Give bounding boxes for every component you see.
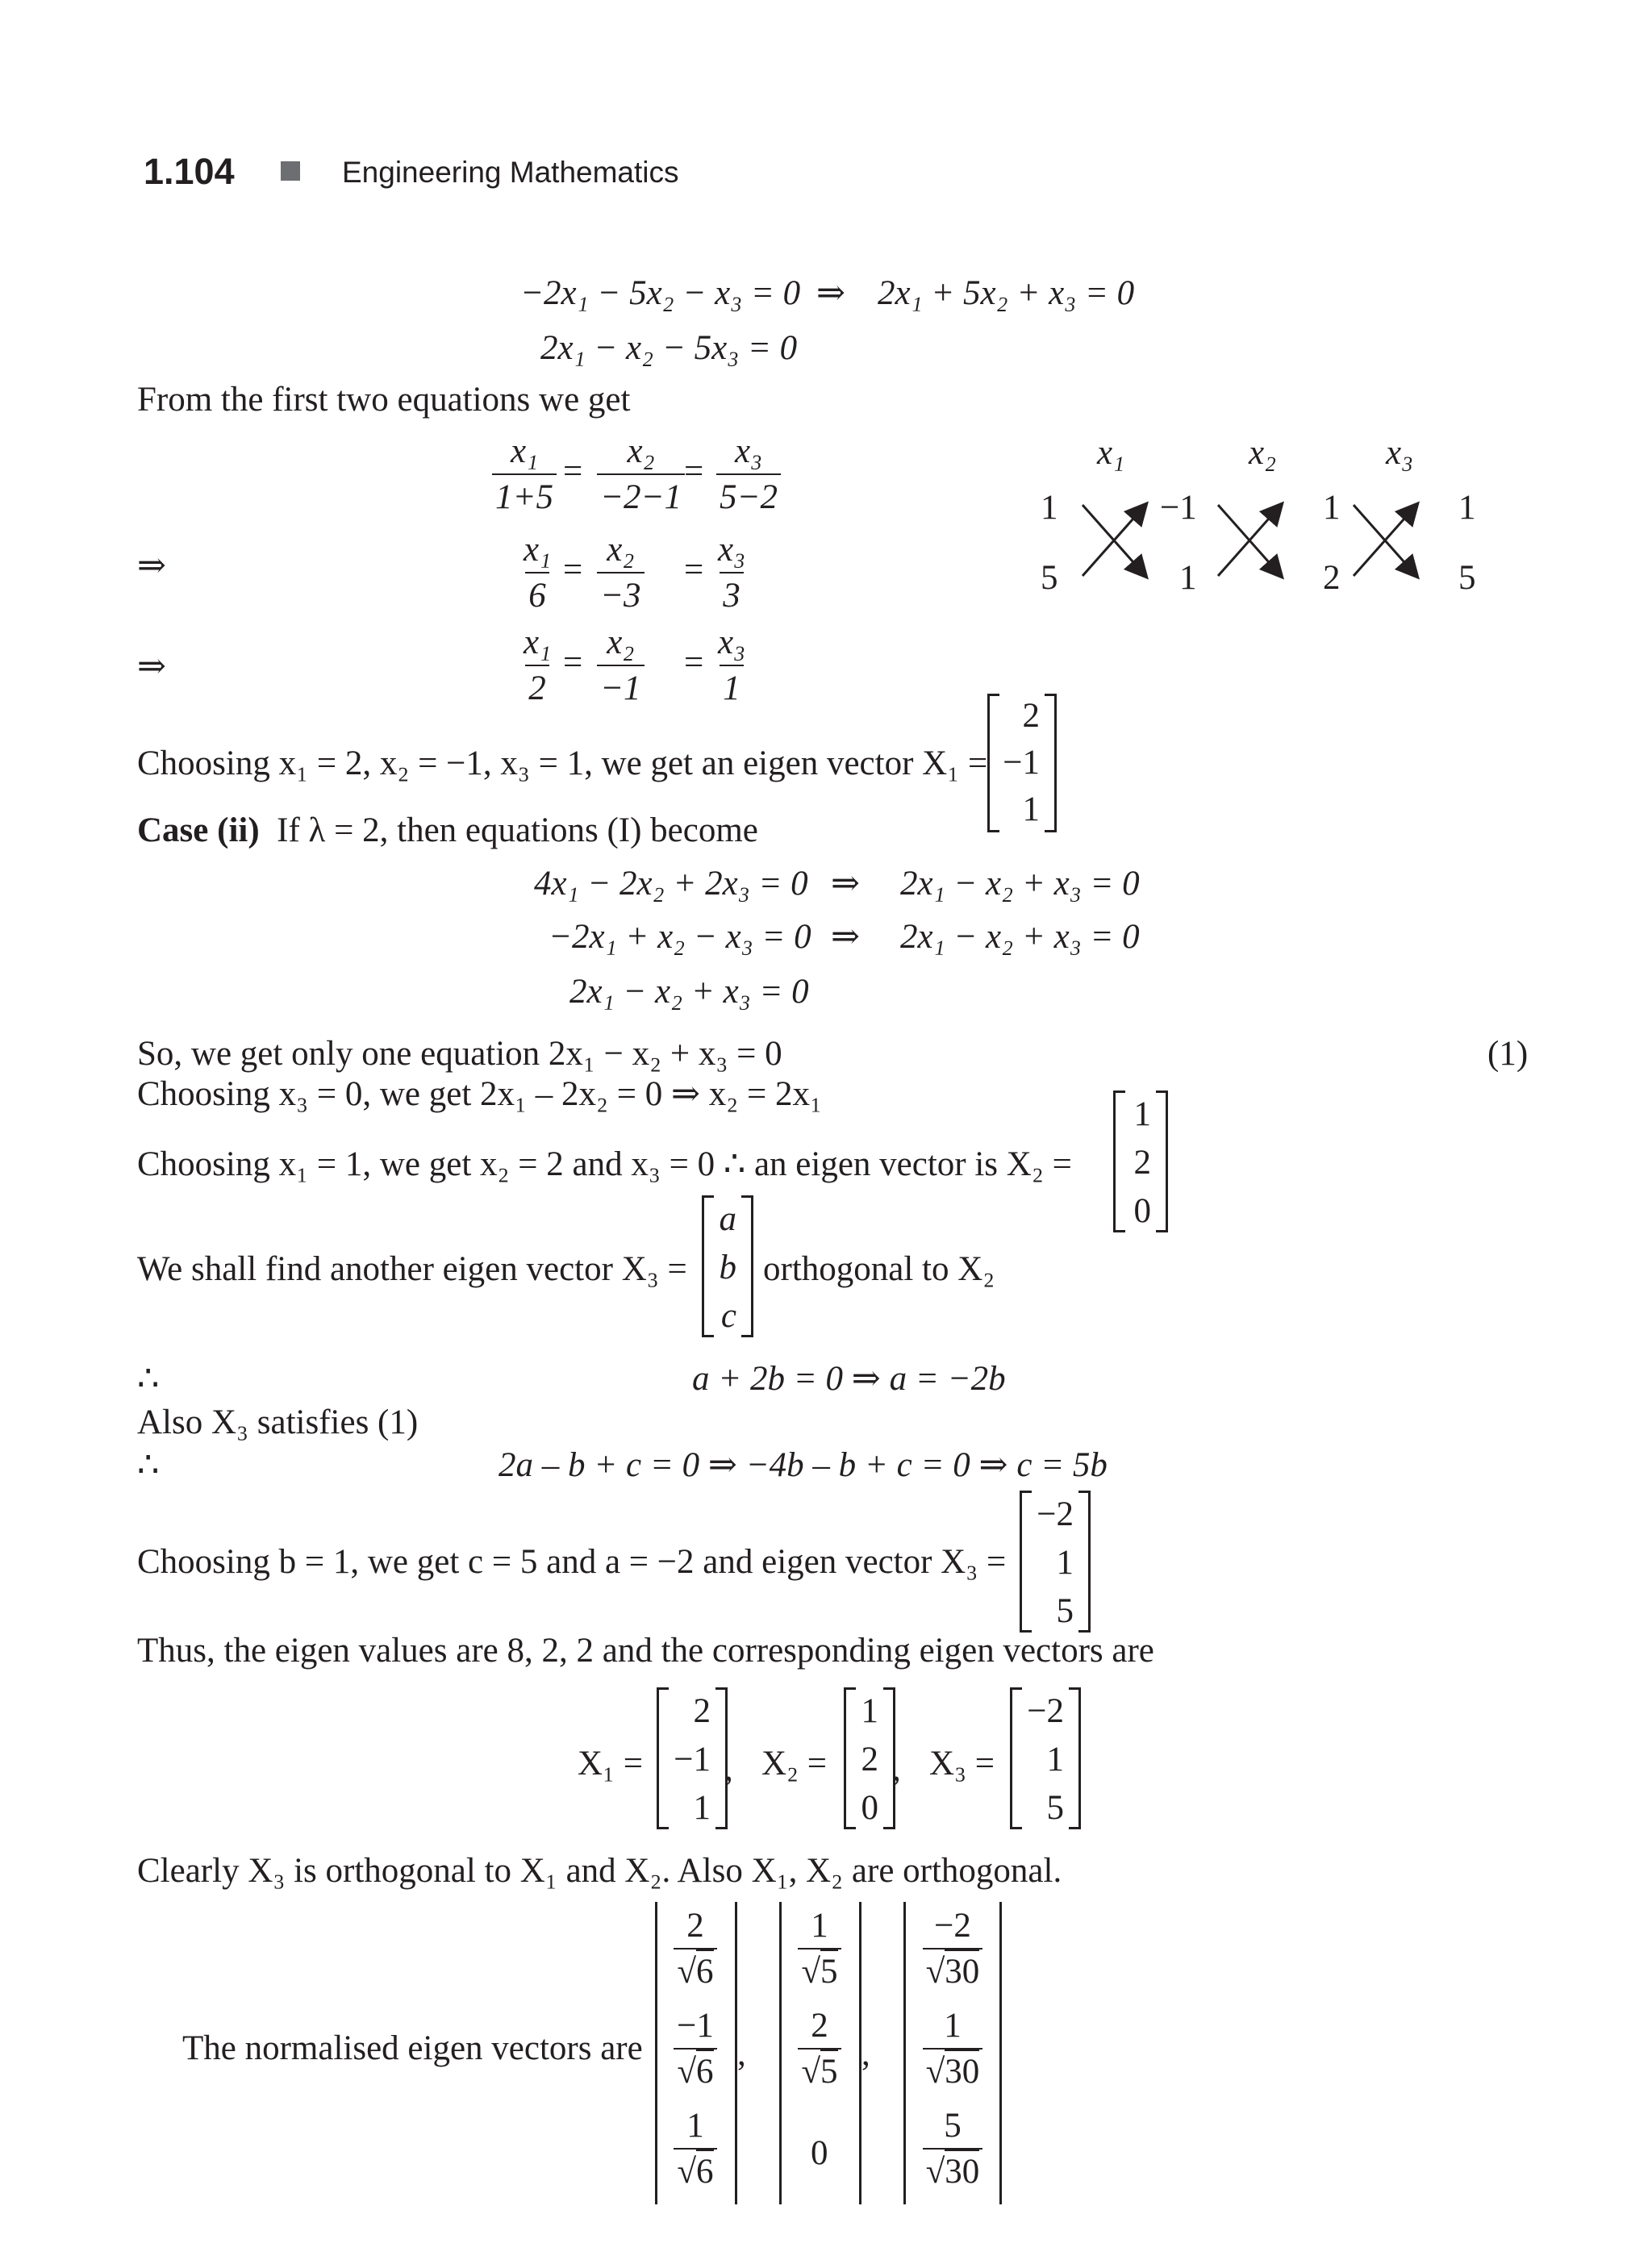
equation: 4x₁ − 2x₂ + 2x₃ = 0	[534, 865, 808, 903]
equals-sign: =	[684, 644, 704, 682]
numerator: x₃	[718, 531, 746, 569]
vector-entry: c	[720, 1297, 736, 1335]
denominator: √6	[674, 2048, 716, 2089]
vector-entry: 5	[1046, 1789, 1064, 1827]
equals-sign: =	[563, 644, 583, 682]
denominator: √5	[798, 1948, 841, 1989]
vector-entry: 0	[811, 2134, 828, 2172]
paragraph-text: Choosing x₃ = 0, we get 2x₁ – 2x₂ = 0 ⇒ x₂ = 2x₁	[137, 1075, 823, 1113]
comma: ,	[724, 1750, 733, 1788]
case-label: Case (ii)	[137, 811, 260, 849]
paragraph-text: Choosing x₁ = 1, we get x₂ = 2 and x₃ = 0 ∴ an eigen vector is X₂ =	[137, 1145, 1072, 1183]
vector-entry: 0	[861, 1789, 878, 1827]
implies-symbol: ⇒	[831, 865, 861, 903]
numerator: x₃	[718, 623, 746, 661]
vector-x3-unknown	[702, 1195, 753, 1337]
vector-entry: 1	[1022, 790, 1040, 828]
paragraph-text: Also X₃ satisfies (1)	[137, 1403, 419, 1441]
radicand: 30	[945, 1950, 979, 1991]
fraction	[597, 625, 645, 706]
page-number: 1.104	[144, 151, 235, 192]
denominator: −1	[597, 665, 645, 706]
radicand: 6	[696, 2150, 714, 2191]
denominator: √6	[674, 1948, 716, 1989]
equation: a + 2b = 0 ⇒ a = −2b	[692, 1360, 1006, 1398]
numerator: 1	[944, 2007, 962, 2045]
cross-value: 5	[1458, 559, 1476, 597]
vector-entry: 1	[1133, 1095, 1151, 1133]
vector-x1	[657, 1687, 728, 1829]
equation: −2x₁ − 5x₂ − x₃ = 0	[520, 274, 801, 312]
numerator: x₂	[607, 531, 635, 569]
denominator: √30	[923, 2148, 983, 2189]
fraction	[716, 434, 781, 515]
paragraph-text: Thus, the eigen values are 8, 2, 2 and the corresponding eigen vectors are	[137, 1632, 1154, 1670]
denominator: √5	[798, 2048, 841, 2089]
equals-sign: =	[563, 452, 583, 490]
therefore-symbol: ∴	[137, 1360, 160, 1398]
normalised-vector-3	[903, 1902, 1002, 2204]
cross-multiplication-arrows	[1065, 489, 1484, 589]
numerator: x₁	[524, 531, 552, 569]
denominator: √30	[923, 2048, 983, 2089]
vector-entry: b	[719, 1249, 736, 1286]
vector-x2	[844, 1687, 895, 1829]
numerator: −2	[934, 1907, 971, 1945]
numerator: 2	[686, 1907, 704, 1945]
fraction	[715, 625, 749, 706]
vector-x3	[1010, 1687, 1081, 1829]
implies-symbol: ⇒	[831, 918, 861, 956]
implies-symbol: ⇒	[137, 547, 167, 585]
paragraph-text: We shall find another eigen vector X₃ =	[137, 1250, 687, 1288]
vector-label: X₁ =	[578, 1745, 644, 1783]
numerator: x₁	[510, 432, 539, 470]
fraction	[597, 434, 685, 515]
cross-value: 1	[1323, 489, 1341, 527]
radicand: 30	[945, 2150, 979, 2191]
denominator: 1+5	[492, 473, 557, 515]
paragraph-text: The normalised eigen vectors are	[182, 2029, 643, 2067]
comma: ,	[737, 2035, 746, 2073]
vector-entry: 1	[861, 1692, 878, 1730]
implies-symbol: ⇒	[816, 274, 846, 312]
radicand: 5	[820, 1950, 838, 1991]
cross-value: 5	[1041, 559, 1058, 597]
denominator: 6	[525, 572, 549, 613]
numerator: 2	[811, 2007, 828, 2045]
vector-entry: 2	[1022, 697, 1040, 735]
vector-entry: 0	[1133, 1192, 1151, 1230]
equation: 2a – b + c = 0 ⇒ −4b – b + c = 0 ⇒ c = 5b	[499, 1446, 1108, 1484]
denominator: −2−1	[597, 473, 685, 515]
equals-sign: =	[684, 551, 704, 589]
fraction	[916, 2008, 990, 2089]
cross-value: 1	[1041, 489, 1058, 527]
case-heading	[137, 813, 758, 848]
cross-value: 1	[1179, 559, 1197, 597]
normalised-vector-1	[655, 1902, 737, 2204]
equation: 2x₁ − x₂ − 5x₃ = 0	[540, 329, 798, 367]
paragraph-text: Clearly X₃ is orthogonal to X₁ and X₂. Also X₁, X₂ are orthogonal.	[137, 1852, 1062, 1890]
fraction	[715, 532, 749, 613]
vector-entry: −1	[1003, 744, 1040, 782]
vector-x1	[987, 694, 1057, 832]
cross-value: 1	[1458, 489, 1476, 527]
paragraph-text: So, we get only one equation 2x₁ − x₂ + x₃ = 0	[137, 1035, 782, 1073]
equation-number: (1)	[1487, 1035, 1529, 1073]
equation: −2x₁ + x₂ − x₃ = 0	[549, 918, 811, 956]
radicand: 30	[945, 2050, 979, 2091]
numerator: x₁	[524, 623, 552, 661]
cross-value: −1	[1160, 489, 1197, 527]
therefore-symbol: ∴	[137, 1446, 160, 1484]
case-text: If λ = 2, then equations (I) become	[277, 811, 758, 849]
fraction	[791, 2008, 848, 2089]
fraction	[492, 434, 557, 515]
vector-entry: 5	[1056, 1592, 1074, 1630]
vector-entry: 2	[1133, 1144, 1151, 1182]
vector-entry: 1	[1056, 1544, 1074, 1582]
vector-label: X₃ =	[929, 1745, 995, 1783]
denominator: 2	[525, 665, 549, 706]
denominator: 5−2	[716, 473, 781, 515]
vector-label: X₂ =	[761, 1745, 828, 1783]
numerator: 5	[944, 2107, 962, 2145]
fraction	[916, 2108, 990, 2189]
fraction	[520, 532, 554, 613]
paragraph-text: Choosing x₁ = 2, x₂ = −1, x₃ = 1, we get an eigen vector X₁ =	[137, 744, 988, 782]
vector-x2	[1113, 1090, 1168, 1232]
numerator: x₂	[607, 623, 635, 661]
equals-sign: =	[563, 551, 583, 589]
cross-header: x₂	[1249, 434, 1277, 472]
fraction	[916, 1908, 990, 1989]
vector-x3	[1020, 1491, 1091, 1633]
numerator: 1	[686, 2107, 704, 2145]
normalised-vector-2	[779, 1902, 861, 2204]
numerator: x₃	[734, 432, 763, 470]
fraction	[520, 625, 554, 706]
fraction	[667, 2008, 724, 2089]
vector-entry: 2	[861, 1741, 878, 1779]
implies-symbol: ⇒	[137, 648, 167, 686]
equation: 2x₁ − x₂ + x₃ = 0	[569, 973, 809, 1011]
header-title: Engineering Mathematics	[342, 156, 679, 189]
vector-entry: −1	[674, 1741, 711, 1779]
comma: ,	[892, 1750, 901, 1788]
cross-value: 2	[1323, 559, 1341, 597]
radicand: 5	[820, 2050, 838, 2091]
denominator: −3	[597, 572, 645, 613]
vector-entry: −2	[1037, 1495, 1074, 1533]
vector-entry: 1	[1046, 1741, 1064, 1779]
vector-entry: a	[719, 1200, 736, 1238]
cross-header: x₁	[1097, 434, 1125, 472]
numerator: 1	[811, 1907, 828, 1945]
denominator: 3	[720, 572, 744, 613]
numerator: −1	[677, 2007, 714, 2045]
radicand: 6	[696, 2050, 714, 2091]
vector-entry: −2	[1027, 1692, 1064, 1730]
paragraph-text: Choosing b = 1, we get c = 5 and a = −2 and eigen vector X₃ =	[137, 1543, 1007, 1581]
vector-entry: 1	[693, 1789, 711, 1827]
denominator: 1	[720, 665, 744, 706]
equals-sign: =	[684, 452, 704, 490]
equation: 2x₁ − x₂ + x₃ = 0	[900, 865, 1140, 903]
header-square-icon	[281, 161, 300, 181]
cross-header: x₃	[1386, 434, 1414, 472]
numerator: x₂	[627, 432, 655, 470]
equation: 2x₁ + 5x₂ + x₃ = 0	[878, 274, 1135, 312]
paragraph-text: From the first two equations we get	[137, 381, 631, 419]
fraction	[667, 1908, 724, 1989]
vector-entry: 2	[693, 1692, 711, 1730]
paragraph-text: orthogonal to X₂	[763, 1250, 995, 1288]
fraction	[791, 1908, 848, 1989]
denominator: √6	[674, 2148, 716, 2189]
radicand: 6	[696, 1950, 714, 1991]
comma: ,	[861, 2035, 870, 2073]
denominator: √30	[923, 1948, 983, 1989]
fraction	[667, 2108, 724, 2189]
fraction	[597, 532, 645, 613]
equation: 2x₁ − x₂ + x₃ = 0	[900, 918, 1140, 956]
